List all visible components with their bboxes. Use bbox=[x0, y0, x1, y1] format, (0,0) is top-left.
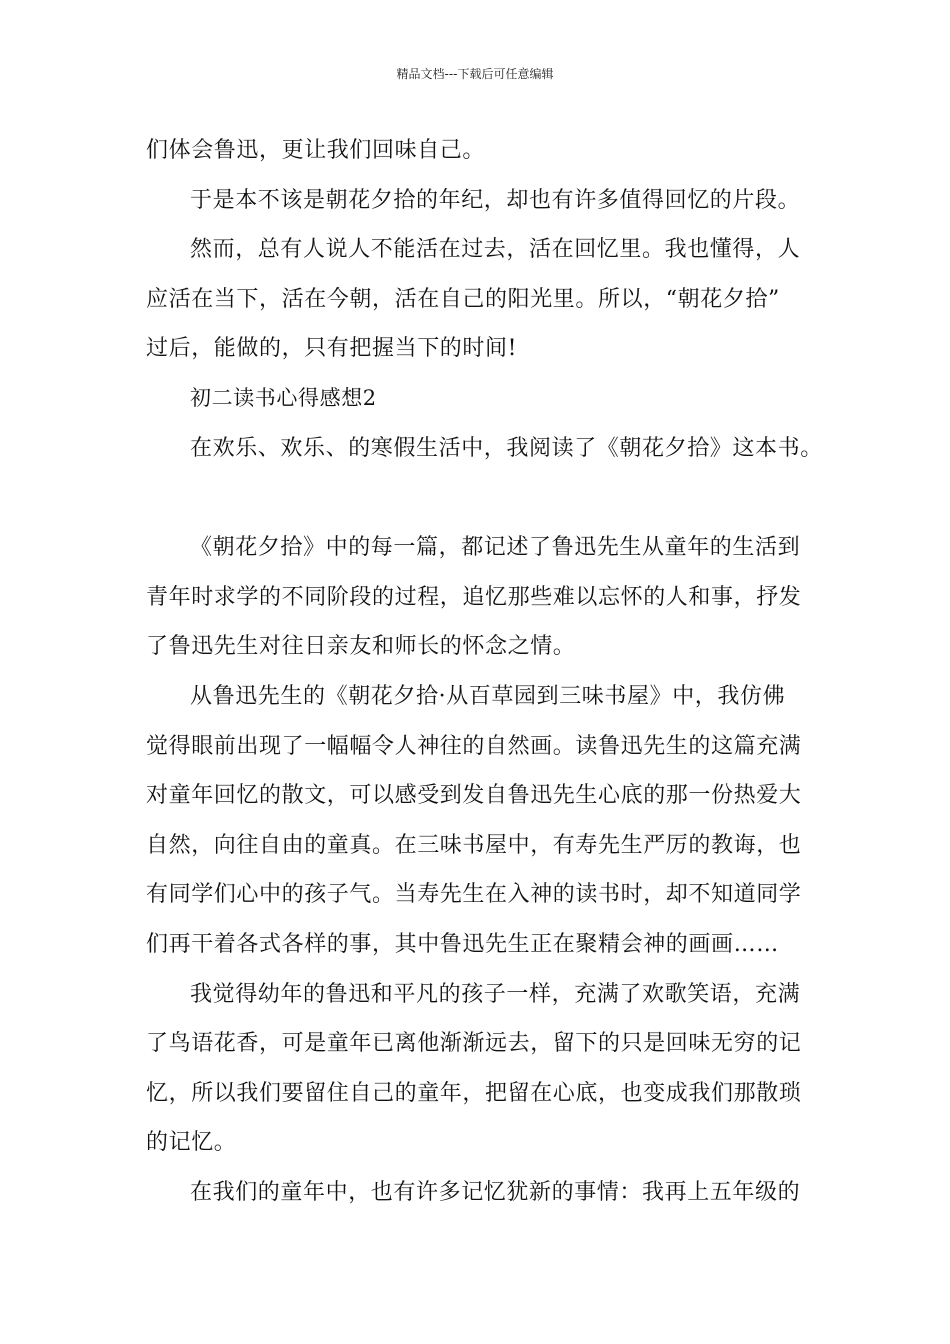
blank-line bbox=[146, 473, 826, 523]
section-heading bbox=[146, 374, 826, 424]
text-line: 然而，总有人说人不能活在过去，活在回忆里。我也懂得，人 bbox=[190, 237, 801, 263]
paragraph bbox=[146, 523, 826, 672]
text-line: 了鸟语花香，可是童年已离他渐渐远去，留下的只是回味无穷的记 bbox=[146, 1031, 802, 1057]
text-line: 对童年回忆的散文，可以感受到发自鲁迅先生心底的那一份热爱大 bbox=[146, 783, 802, 809]
paragraph bbox=[146, 970, 826, 1168]
paragraph bbox=[146, 126, 826, 176]
document-body bbox=[146, 126, 826, 1217]
text-line: 青年时求学的不同阶段的过程，追忆那些难以忘怀的人和事，抒发 bbox=[146, 584, 802, 610]
text-line: 过后，能做的，只有把握当下的时间! bbox=[146, 336, 518, 362]
text-line: 我觉得幼年的鲁迅和平凡的孩子一样，充满了欢歌笑语，充满 bbox=[190, 981, 801, 1007]
text-line: 觉得眼前出现了一幅幅令人神往的自然画。读鲁迅先生的这篇充满 bbox=[146, 733, 802, 759]
text-line: 们再干着各式各样的事，其中鲁迅先生正在聚精会神的画画…… bbox=[146, 931, 779, 957]
text-line: 的记忆。 bbox=[146, 1130, 237, 1156]
paragraph bbox=[146, 424, 826, 474]
text-line: 《朝花夕拾》中的每一篇，都记述了鲁迅先生从童年的生活到 bbox=[190, 535, 801, 561]
text-line: 从鲁迅先生的《朝花夕拾·从百草园到三味书屋》中，我仿佛 bbox=[190, 683, 786, 709]
text-line: 们体会鲁迅，更让我们回味自己。 bbox=[146, 138, 486, 163]
heading-text: 初二读书心得感想2 bbox=[190, 385, 377, 410]
paragraph bbox=[146, 225, 826, 374]
text-line: 在欢乐、欢乐、的寒假生活中，我阅读了《朝花夕拾》这本书。 bbox=[190, 435, 823, 461]
paragraph bbox=[146, 1168, 826, 1218]
text-line: 于是本不该是朝花夕拾的年纪，却也有许多值得回忆的片段。 bbox=[190, 187, 801, 213]
text-line: 自然，向往自由的童真。在三味书屋中，有寿先生严厉的教诲，也 bbox=[146, 832, 802, 858]
text-line: 在我们的童年中，也有许多记忆犹新的事情：我再上五年级的 bbox=[190, 1179, 801, 1205]
paragraph bbox=[146, 176, 826, 226]
text-line: 应活在当下，活在今朝，活在自己的阳光里。所以，“朝花夕拾” bbox=[146, 286, 780, 312]
page-header: 精品文档---下载后可任意编辑 bbox=[396, 67, 554, 81]
text-line: 有同学们心中的孩子气。当寿先生在入神的读书时，却不知道同学 bbox=[146, 882, 802, 908]
text-line: 忆，所以我们要留住自己的童年，把留在心底，也变成我们那散琐 bbox=[146, 1080, 802, 1106]
paragraph bbox=[146, 672, 826, 970]
text-line: 了鲁迅先生对往日亲友和师长的怀念之情。 bbox=[146, 634, 576, 660]
